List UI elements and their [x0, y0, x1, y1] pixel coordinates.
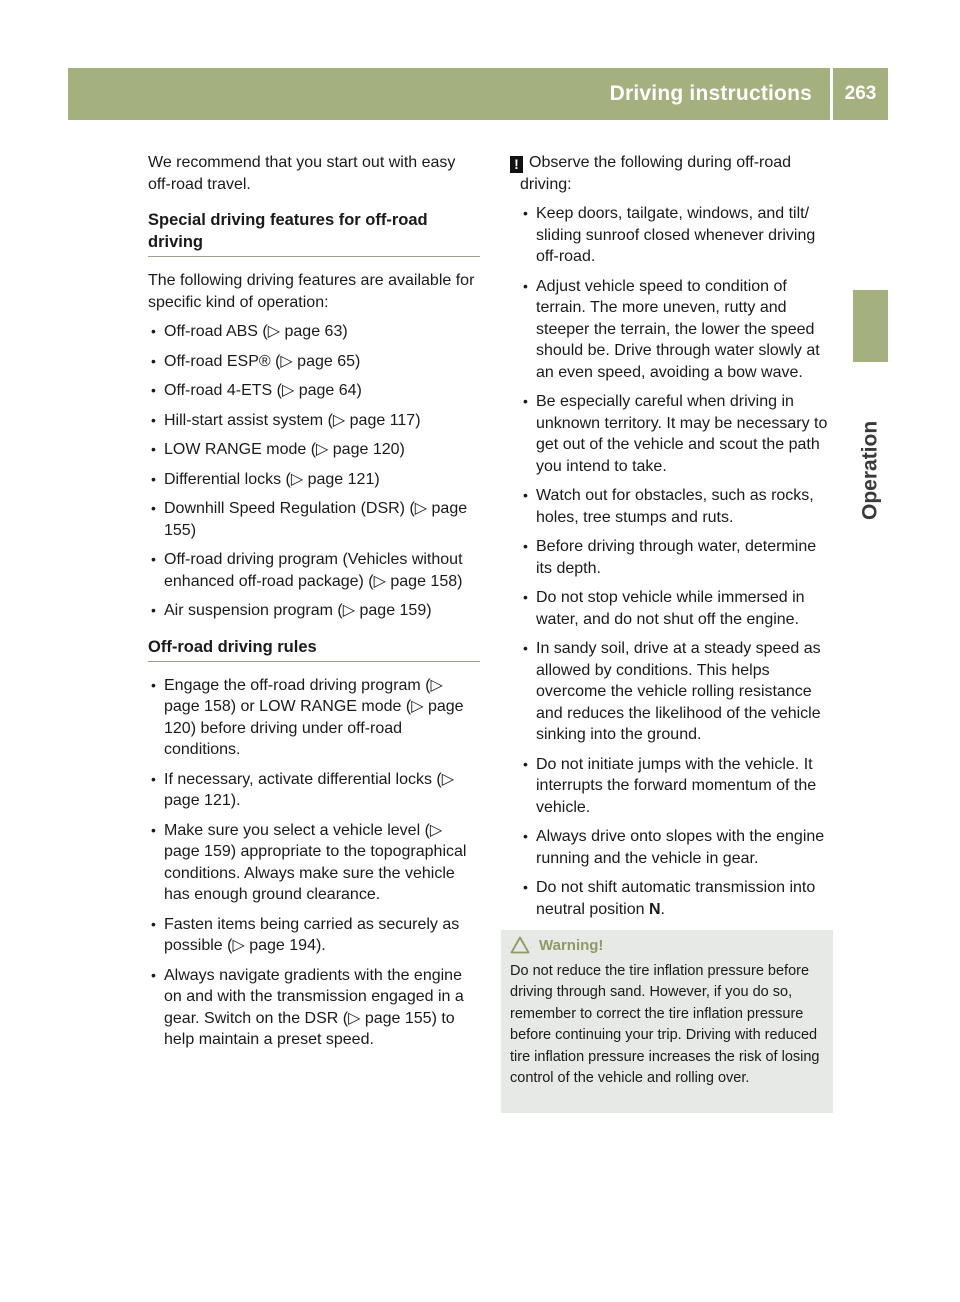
list-item: • In sandy soil, drive at a steady speed as allowed by conditions. This helps overcome the vehicle rolling resistance and reduces the likelihood of the vehicle sinking into the ground. — [510, 638, 834, 746]
list-item-end: . — [660, 900, 665, 918]
warning-text: Do not reduce the tire inflation pressure before driving through sand. However, if you do so, remember to correct the tire inflation pressure before continuing your trip. Driving with reduced tire inflation pressure increases the risk of losing control of the vehicle and rolling over. — [510, 963, 820, 1087]
rules-list — [148, 675, 480, 1051]
section-tab-label-wrap — [853, 370, 888, 520]
header-bar — [68, 68, 888, 120]
features-lead: The following driving features are available for specific kind of operation: — [148, 272, 475, 311]
list-item: • If necessary, activate differential locks (▷ page 121). — [148, 769, 480, 812]
notice-intro-text: Observe the following during off-road driving: — [520, 154, 792, 193]
list-item: • Off-road ESP® (▷ page 65) — [148, 351, 480, 373]
list-item-text: Do not shift automatic transmission into neutral position — [536, 879, 816, 918]
list-item: • Keep doors, tailgate, windows, and tilt/ sliding sunroof closed whenever driving off-road. — [510, 203, 834, 268]
section-heading-features: Special driving features for off-road driving — [148, 209, 480, 257]
list-item: • Make sure you select a vehicle level (▷ page 159) appropriate to the topographical conditions. Always make sure the vehicle has enough ground clearance. — [148, 820, 480, 906]
list-item: • Differential locks (▷ page 121) — [148, 469, 480, 491]
list-item: • Do not initiate jumps with the vehicle. It interrupts the forward momentum of the vehicle. — [510, 754, 834, 819]
offroad-precautions-list — [510, 203, 834, 920]
page-number: 263 — [844, 83, 877, 104]
list-item — [510, 877, 834, 920]
list-item: • Off-road driving program (Vehicles without enhanced off-road package) (▷ page 158) — [148, 549, 480, 592]
list-item: • LOW RANGE mode (▷ page 120) — [148, 439, 480, 461]
section-tab-label: Operation — [858, 420, 882, 520]
features-list — [148, 321, 480, 622]
list-item: • Before driving through water, determine its depth. — [510, 536, 834, 579]
list-item: • Off-road 4-ETS (▷ page 64) — [148, 380, 480, 402]
left-column — [148, 152, 480, 1059]
warning-title: Warning! — [539, 936, 604, 954]
list-item: • Do not stop vehicle while immersed in water, and do not shut off the engine. — [510, 587, 834, 630]
list-item: • Adjust vehicle speed to condition of terrain. The more uneven, rutty and steeper the terrain, the lower the speed should be. Drive through water slowly at an even speed, avoiding a bow wave. — [510, 276, 834, 384]
section-tab-marker — [853, 290, 888, 362]
list-item: • Engage the off-road driving program (▷ page 158) or LOW RANGE mode (▷ page 120) before driving under off-road conditions. — [148, 675, 480, 761]
list-item: • Hill-start assist system (▷ page 117) — [148, 410, 480, 432]
list-item: • Fasten items being carried as securely as possible (▷ page 194). — [148, 914, 480, 957]
list-item: • Downhill Speed Regulation (DSR) (▷ page 155) — [148, 498, 480, 541]
notice-intro — [510, 152, 834, 195]
warning-triangle-icon — [510, 936, 530, 954]
chapter-title: Driving instructions — [609, 82, 812, 105]
list-item: • Always navigate gradients with the engine on and with the transmission engaged in a gear. Switch on the DSR (▷ page 155) to help maintain a preset speed. — [148, 965, 480, 1051]
notice-icon: ! — [510, 156, 523, 173]
gear-position-n: N — [648, 900, 661, 918]
list-item: • Off-road ABS (▷ page 63) — [148, 321, 480, 343]
section-heading-rules: Off-road driving rules — [148, 636, 480, 662]
warning-header — [510, 936, 825, 954]
right-column — [510, 152, 834, 928]
list-item: • Be especially careful when driving in unknown territory. It may be necessary to get out of the vehicle and scout the path you intend to take. — [510, 391, 834, 477]
warning-box — [501, 930, 833, 1113]
intro-paragraph: We recommend that you start out with easy off-road travel. — [148, 154, 456, 193]
list-item: • Always drive onto slopes with the engine running and the vehicle in gear. — [510, 826, 834, 869]
list-item: • Air suspension program (▷ page 159) — [148, 600, 480, 622]
list-item: • Watch out for obstacles, such as rocks, holes, tree stumps and ruts. — [510, 485, 834, 528]
